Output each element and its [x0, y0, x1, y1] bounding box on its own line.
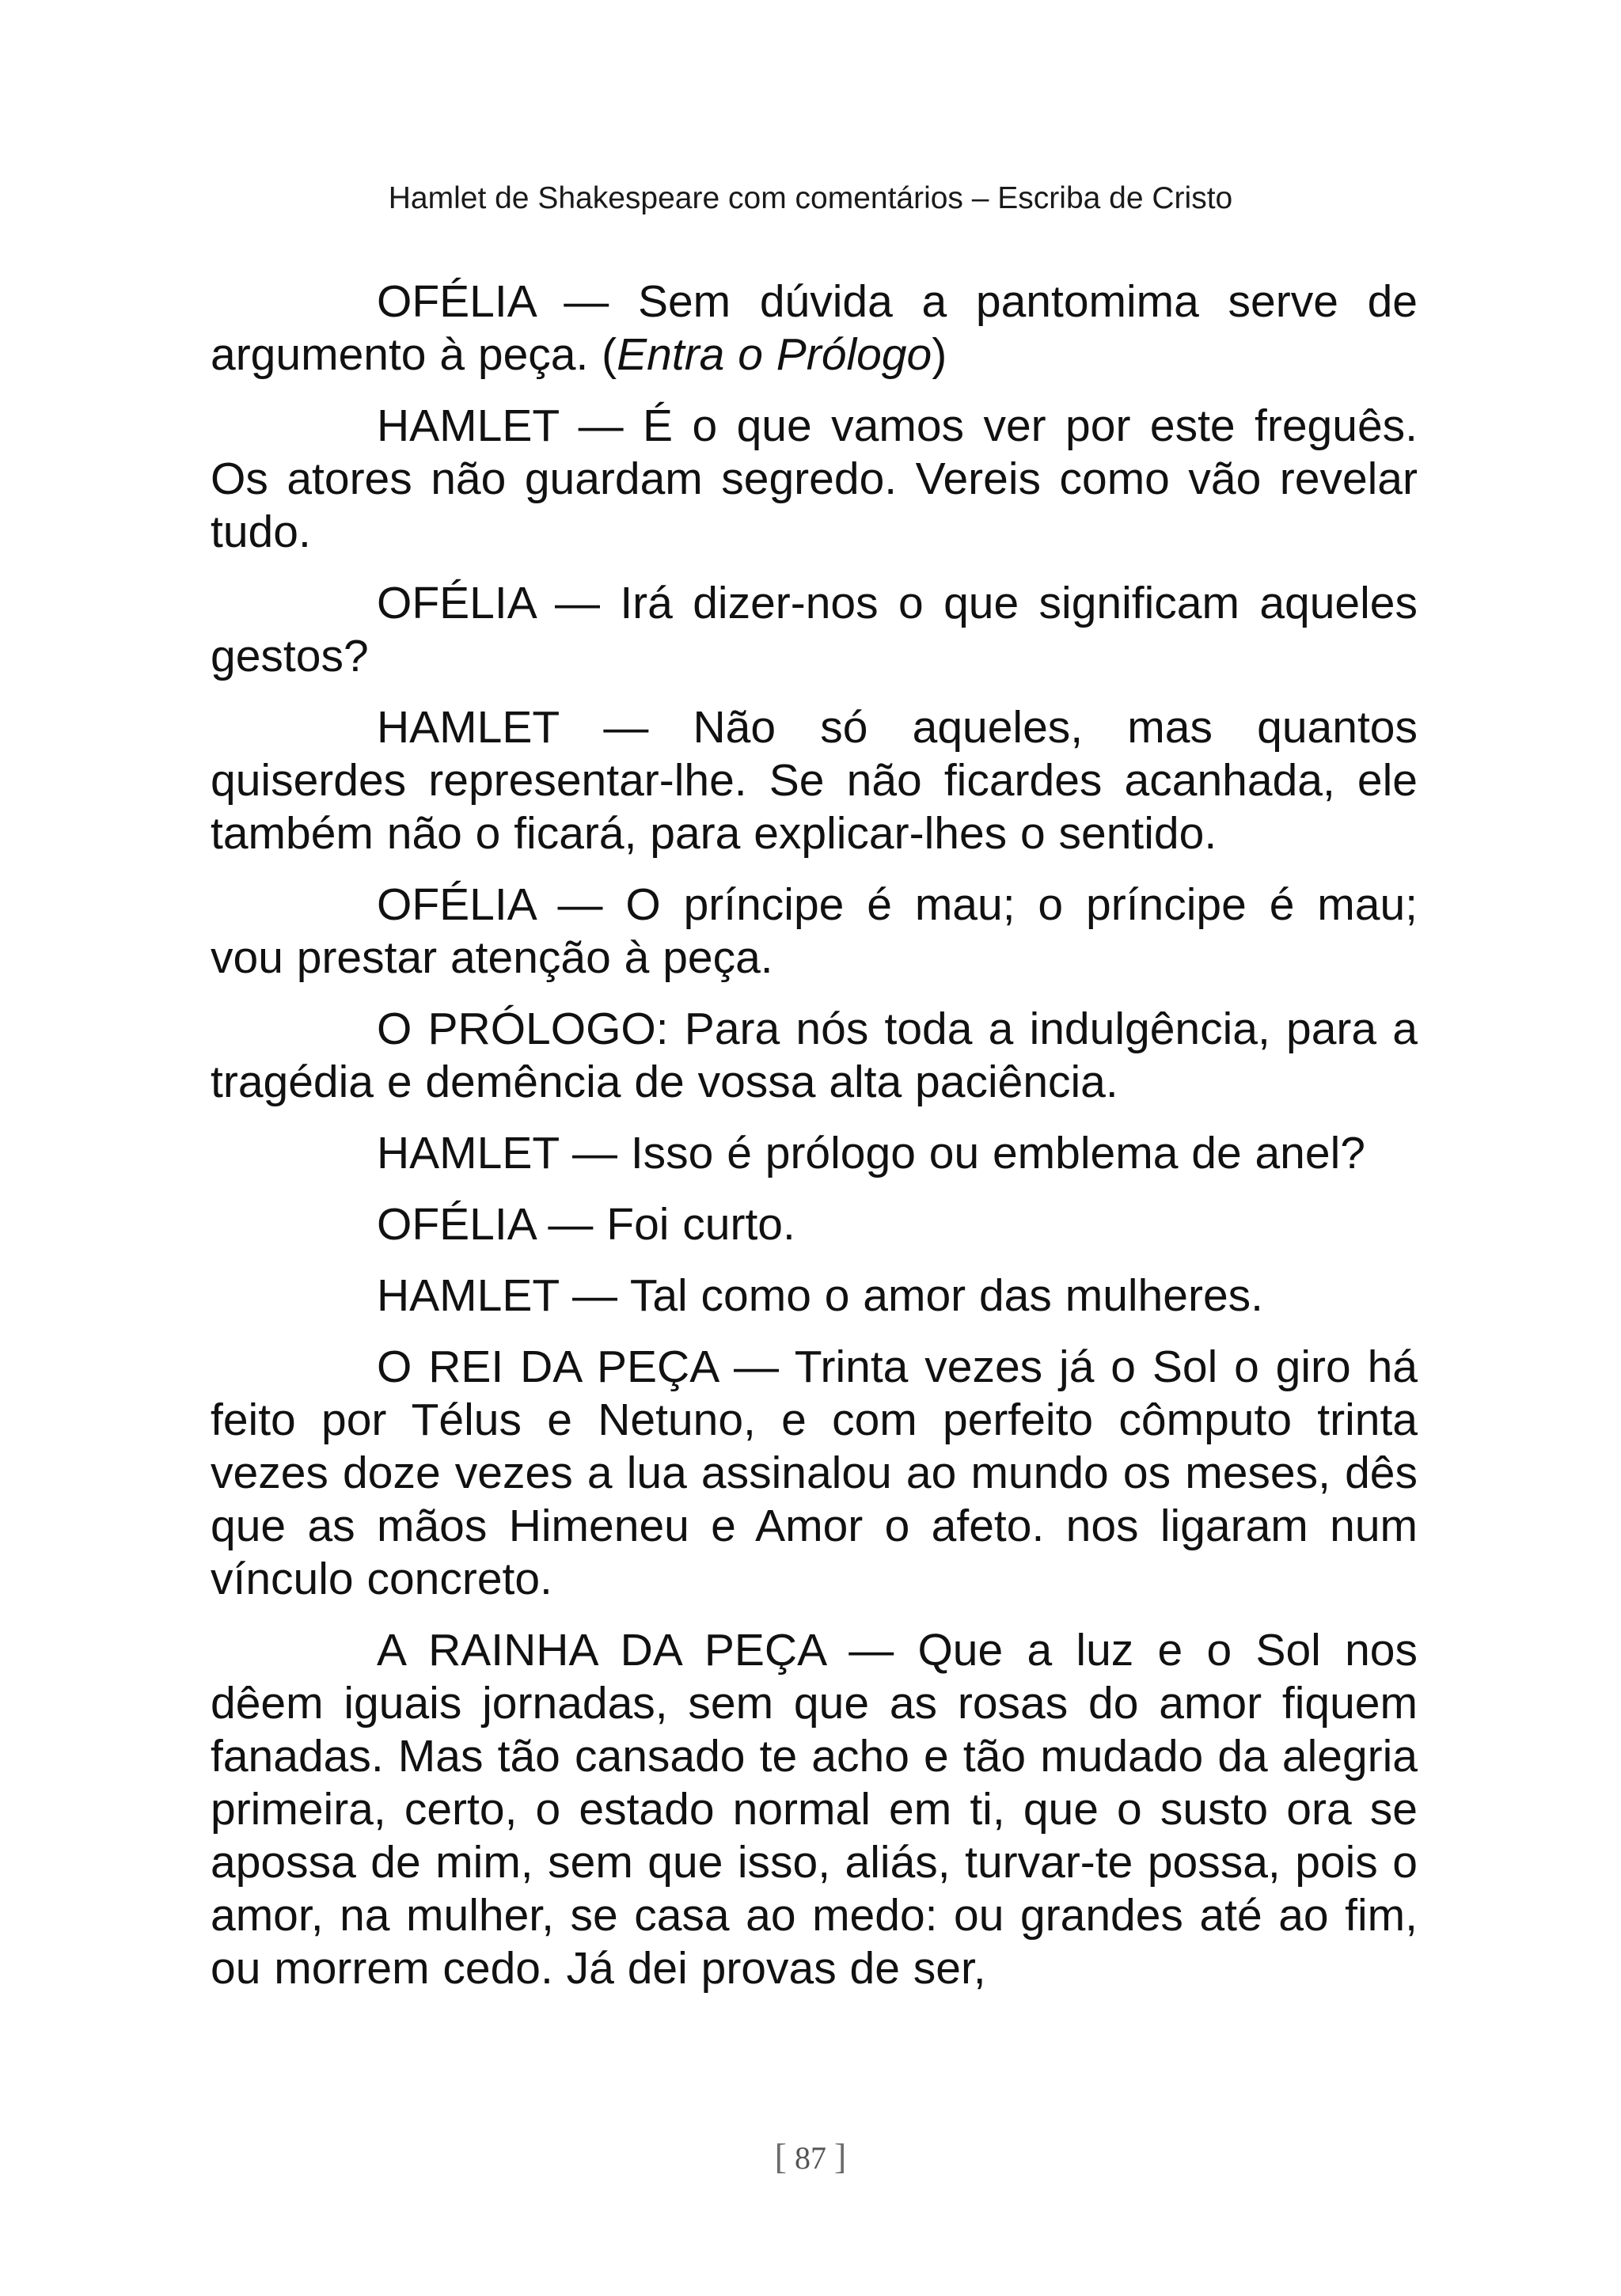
paragraph-text: ): [932, 329, 947, 380]
paragraph-hamlet-3: HAMLET — Isso é prólogo ou emblema de anel?: [377, 1128, 1365, 1178]
page-bracket-open: [: [774, 2136, 787, 2176]
paragraph-prologo: O PRÓLOGO: Para nós toda a indulgência, para a tragédia e demência de vossa alta paciência.: [211, 1004, 1418, 1107]
paragraph-ofelia-2: OFÉLIA — Irá dizer-nos o que significam aqueles gestos?: [211, 578, 1418, 681]
stage-direction: Entra o Prólogo: [617, 329, 932, 380]
paragraph-text: OFÉLIA — Sem dúvida a pantomima serve de argumento à peça. (: [211, 276, 1418, 380]
paragraph-hamlet-1: HAMLET — É o que vamos ver por este freguês. Os atores não guardam segredo. Vereis como vão revelar tudo.: [211, 400, 1418, 557]
page-bracket-close: ]: [834, 2136, 847, 2176]
page-number-value: 87: [795, 2140, 826, 2176]
page-number: [0, 2137, 1621, 2178]
paragraph-hamlet-2: HAMLET — Não só aqueles, mas quantos quiserdes representar-lhe. Se não ficardes acanhada, ele também não o ficará, para explicar-lhes o sentido.: [211, 702, 1418, 859]
paragraph-ofelia-3: OFÉLIA — O príncipe é mau; o príncipe é mau; vou prestar atenção à peça.: [211, 879, 1418, 983]
paragraph-ofelia-4: OFÉLIA — Foi curto.: [377, 1199, 795, 1250]
paragraph-rainha-da-peca: A RAINHA DA PEÇA — Que a luz e o Sol nos dêem iguais jornadas, sem que as rosas do amor fiquem fanadas. Mas tão cansado te acho e tão mudado da alegria primeira, certo, o estado normal em ti, que o susto ora se apossa de mim, sem que isso, aliás, turvar-te possa, pois o amor, na mulher, se casa ao medo: ou grandes até ao fim, ou morrem cedo. Já dei provas de ser,: [211, 1625, 1418, 1994]
paragraph-rei-da-peca: O REI DA PEÇA — Trinta vezes já o Sol o giro há feito por Télus e Netuno, e com perfeito cômputo trinta vezes doze vezes a lua assinalou ao mundo os meses, dês que as mãos Himeneu e Amor o afeto. nos ligaram num vínculo concreto.: [211, 1342, 1418, 1604]
paragraph-hamlet-4: HAMLET — Tal como o amor das mulheres.: [377, 1270, 1263, 1321]
body-text: [211, 275, 1418, 2013]
running-header: Hamlet de Shakespeare com comentários – Escriba de Cristo: [388, 181, 1233, 215]
paragraph-ofelia-1: [211, 275, 1418, 381]
